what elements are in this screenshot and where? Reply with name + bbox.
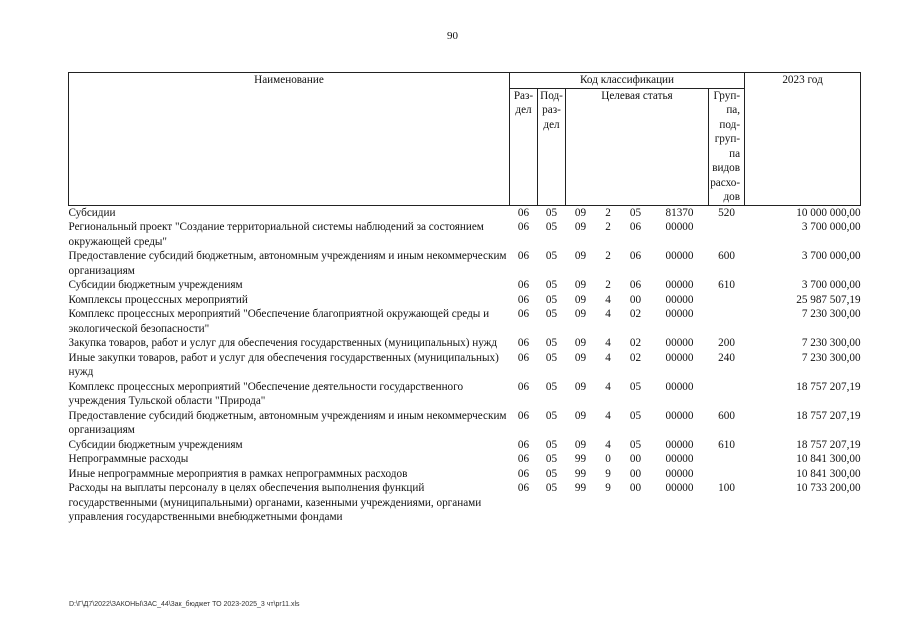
row-target-direction: 00000 [665,380,694,393]
row-amount: 10 841 300,00 [796,467,861,480]
row-amount: 3 700 000,00 [801,250,861,262]
row-name: Предоставление субсидий бюджетным, автономным учреждениям и иным некоммерческим организациям [68,250,507,277]
row-podrazdel: 05 [545,279,558,291]
budget-table [68,72,861,525]
row-podrazdel: 05 [545,337,558,349]
row-target-program: 09 [574,221,587,233]
header-target: Целевая статья [566,88,709,205]
row-amount: 10 000 000,00 [796,206,861,219]
row-razdel: 06 [517,250,530,262]
row-target-structure: 06 [629,250,642,262]
row-amount: 10 841 300,00 [796,453,861,465]
row-target-program: 09 [574,438,587,451]
row-target-type: 2 [605,250,611,262]
row-expense-group [709,293,745,308]
row-target-structure: 00 [629,467,642,480]
row-name: Субсидии [68,206,116,219]
row-target-structure: 05 [629,438,642,451]
row-expense-group: 600 [718,409,735,422]
row-target-structure: 06 [629,279,642,291]
row-expense-group: 600 [718,250,735,262]
row-razdel: 06 [517,206,530,219]
row-target-direction: 00000 [665,409,694,422]
row-target-direction: 00000 [665,293,694,306]
row-amount: 7 230 300,00 [801,308,861,320]
table-row [69,205,861,220]
row-expense-group [709,452,745,467]
row-name: Комплекс процессных мероприятий "Обеспечение благоприятной окружающей среды и экологической безопасности" [68,308,490,335]
row-expense-group [709,220,745,249]
row-target-program: 99 [574,482,587,494]
row-podrazdel: 05 [545,250,558,262]
table-row [69,351,861,380]
row-expense-group [709,467,745,482]
row-podrazdel: 05 [545,221,558,233]
row-target-direction: 00000 [665,337,694,349]
row-name: Комплексы процессных мероприятий [68,293,248,306]
row-name: Субсидии бюджетным учреждениям [68,438,243,451]
row-amount: 7 230 300,00 [801,351,861,364]
row-razdel: 06 [517,351,530,364]
row-podrazdel: 05 [545,409,558,422]
header-group: Груп- па, под- груп- па видов расхо- дов [709,88,745,205]
row-amount: 7 230 300,00 [801,337,861,349]
table-header [69,73,861,206]
row-target-program: 09 [574,409,587,422]
row-target-structure: 00 [629,293,642,306]
row-target-type: 4 [605,409,611,422]
row-razdel: 06 [517,482,530,494]
row-target-direction: 00000 [665,438,694,451]
header-code: Код классификации [510,73,745,89]
row-podrazdel: 05 [545,206,558,219]
row-target-program: 09 [574,351,587,364]
page-number: 90 [447,30,458,42]
row-target-type: 4 [605,337,611,349]
row-target-type: 4 [605,293,611,306]
row-target-structure: 02 [629,337,642,349]
table-row [69,293,861,308]
row-podrazdel: 05 [545,453,558,465]
table-row [69,336,861,351]
row-target-structure: 00 [629,453,642,465]
row-podrazdel: 05 [545,380,558,393]
row-expense-group: 520 [718,206,735,219]
row-target-direction: 00000 [665,482,694,494]
row-razdel: 06 [517,279,530,291]
row-podrazdel: 05 [545,467,558,480]
row-target-direction: 81370 [665,206,694,219]
footer-file-path: D:\Г\Д7\2022\ЗАКОНЫ\ЗАС_44\3ак_бюджет ТО 2023-2025_3 чт\pr11.xls [69,601,300,608]
table-row [69,307,861,336]
row-target-direction: 00000 [665,221,694,233]
row-target-program: 09 [574,250,587,262]
row-amount: 3 700 000,00 [801,221,861,233]
table-row [69,380,861,409]
row-target-type: 9 [605,482,611,494]
row-target-direction: 00000 [665,250,694,262]
row-podrazdel: 05 [545,438,558,451]
row-target-type: 4 [605,380,611,393]
table-row [69,481,861,525]
table-body [69,205,861,525]
table-row [69,409,861,438]
row-target-type: 2 [605,221,611,233]
row-target-type: 4 [605,351,611,364]
row-razdel: 06 [517,308,530,320]
table-row [69,438,861,453]
row-expense-group: 200 [718,337,735,349]
row-razdel: 06 [517,380,530,393]
row-target-direction: 00000 [665,308,694,320]
row-target-direction: 00000 [665,351,694,364]
row-razdel: 06 [517,467,530,480]
row-name: Иные закупки товаров, работ и услуг для обеспечения государственных (муниципальных) нужд [68,351,499,378]
row-target-program: 09 [574,380,587,393]
row-podrazdel: 05 [545,351,558,364]
row-target-type: 4 [605,308,611,320]
header-podrazdel: Под- раз- дел [538,88,566,205]
row-target-structure: 05 [629,206,642,219]
row-name: Субсидии бюджетным учреждениям [68,279,243,291]
row-target-type: 2 [605,206,611,219]
row-target-structure: 05 [629,409,642,422]
row-target-structure: 06 [629,221,642,233]
row-razdel: 06 [517,337,530,349]
row-target-program: 99 [574,453,587,465]
row-target-program: 99 [574,467,587,480]
row-target-program: 09 [574,308,587,320]
row-expense-group: 240 [718,351,735,364]
row-expense-group [709,380,745,409]
row-target-program: 09 [574,279,587,291]
row-target-type: 0 [605,453,611,465]
row-razdel: 06 [517,409,530,422]
row-podrazdel: 05 [545,482,558,494]
row-razdel: 06 [517,221,530,233]
table-row [69,278,861,293]
row-name: Иные непрограммные мероприятия в рамках непрограммных расходов [68,467,408,480]
header-year: 2023 год [745,73,861,206]
row-target-direction: 00000 [665,279,694,291]
row-target-program: 09 [574,293,587,306]
row-target-structure: 05 [629,380,642,393]
table-row [69,452,861,467]
row-target-structure: 00 [629,482,642,494]
row-name: Предоставление субсидий бюджетным, автономным учреждениям и иным некоммерческим организациям [68,409,507,436]
row-expense-group: 100 [718,482,735,494]
row-target-type: 9 [605,467,611,480]
row-amount: 10 733 200,00 [796,482,861,494]
row-name: Закупка товаров, работ и услуг для обеспечения государственных (муниципальных) нужд [68,337,498,349]
row-name: Региональный проект "Создание территориальной системы наблюдений за состоянием окружающей среды" [68,221,484,248]
row-target-structure: 02 [629,351,642,364]
row-amount: 3 700 000,00 [801,279,861,291]
row-razdel: 06 [517,438,530,451]
table-row [69,220,861,249]
row-expense-group [709,307,745,336]
row-podrazdel: 05 [545,308,558,320]
row-razdel: 06 [517,293,530,306]
row-target-structure: 02 [629,308,642,320]
row-amount: 18 757 207,19 [796,380,861,393]
row-amount: 18 757 207,19 [796,438,861,451]
row-podrazdel: 05 [545,293,558,306]
row-name: Комплекс процессных мероприятий "Обеспечение деятельности государственного учреждения Тульской области "Природа" [68,380,464,407]
row-name: Непрограммные расходы [68,453,189,465]
header-razdel: Раз- дел [510,88,538,205]
row-amount: 18 757 207,19 [796,409,861,422]
header-name: Наименование [69,73,510,206]
row-name: Расходы на выплаты персоналу в целях обеспечения выполнения функций государственными (муниципальными) органами, казенными учреждениями, органами управления государственными внебюджетными фондами [68,482,482,523]
row-target-program: 09 [574,206,587,219]
row-expense-group: 610 [718,438,735,451]
row-expense-group: 610 [718,279,735,291]
row-target-direction: 00000 [665,467,694,480]
table-row [69,249,861,278]
row-razdel: 06 [517,453,530,465]
row-amount: 25 987 507,19 [796,293,861,306]
row-target-type: 4 [605,438,611,451]
row-target-type: 2 [605,279,611,291]
row-target-direction: 00000 [665,453,694,465]
row-target-program: 09 [574,337,587,349]
table-row [69,467,861,482]
